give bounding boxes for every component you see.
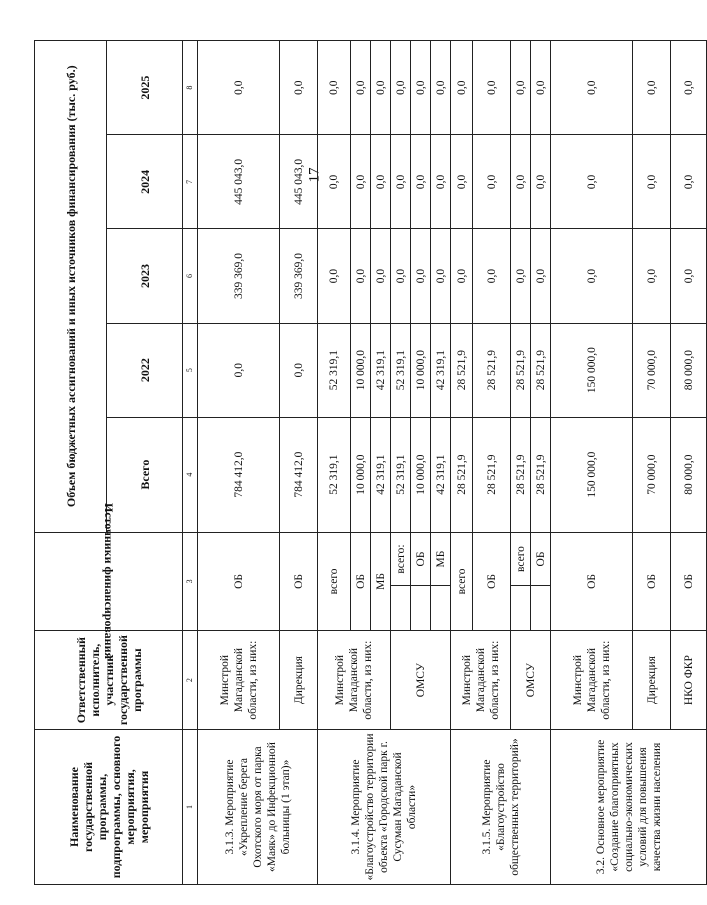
column-number: 5	[183, 323, 198, 417]
value-cell: 0,0	[411, 41, 431, 135]
value-cell: 0,0	[633, 135, 671, 229]
value-cell: 0,0	[511, 229, 531, 323]
value-cell: 28 521,9	[473, 323, 511, 417]
column-number: 1	[183, 730, 198, 885]
header-sources-text: Источники финансирования	[101, 503, 116, 660]
value-cell: 0,0	[371, 229, 391, 323]
value-cell: 10 000,0	[351, 417, 371, 532]
value-cell: 70 000,0	[633, 323, 671, 417]
value-cell: 0,0	[551, 135, 633, 229]
source-cell: МБ	[371, 532, 391, 631]
value-cell: 28 521,9	[511, 417, 531, 532]
value-cell: 0,0	[431, 229, 451, 323]
table-row	[198, 41, 280, 885]
executor-cell: Минстрой Магаданской области, из них:	[318, 631, 391, 730]
value-cell: 52 319,1	[391, 417, 411, 532]
value-cell: 0,0	[371, 41, 391, 135]
value-cell: 42 319,1	[371, 417, 391, 532]
value-cell: 445 043,0	[198, 135, 280, 229]
value-cell: 0,0	[531, 41, 551, 135]
value-cell: 28 521,9	[531, 323, 551, 417]
rotated-page	[34, 40, 695, 885]
executor-cell: НКО ФКР	[671, 631, 707, 730]
value-cell: 80 000,0	[671, 417, 707, 532]
header-executor: Ответственный исполнитель, участник государственной программы	[35, 631, 183, 730]
header-2023: 2023	[107, 229, 183, 323]
table-row	[318, 41, 351, 885]
value-cell: 0,0	[411, 135, 431, 229]
value-cell: 0,0	[511, 41, 531, 135]
source-cell: ОБ	[671, 532, 707, 631]
value-cell: 0,0	[431, 41, 451, 135]
value-cell: 0,0	[280, 41, 318, 135]
source-cell: МБ	[431, 532, 451, 586]
value-cell: 0,0	[391, 41, 411, 135]
value-cell: 0,0	[198, 323, 280, 417]
value-cell: 10 000,0	[351, 323, 371, 417]
column-number: 3	[183, 532, 198, 631]
value-cell: 10 000,0	[411, 323, 431, 417]
header-2022: 2022	[107, 323, 183, 417]
value-cell: 0,0	[671, 135, 707, 229]
value-cell: 10 000,0	[411, 417, 431, 532]
source-cell: всего:	[391, 532, 411, 586]
value-cell: 70 000,0	[633, 417, 671, 532]
header-name: Наименование государственной программы, подпрограммы, основного мероприятия, мероприятия	[35, 730, 183, 885]
executor-cell: ОМСУ	[511, 631, 551, 730]
value-cell: 0,0	[633, 229, 671, 323]
value-cell: 28 521,9	[473, 417, 511, 532]
value-cell: 0,0	[551, 41, 633, 135]
value-cell: 0,0	[671, 229, 707, 323]
value-cell: 0,0	[351, 229, 371, 323]
header-2024: 2024	[107, 135, 183, 229]
executor-cell: Дирекция	[633, 631, 671, 730]
source-cell: ОБ	[351, 532, 371, 631]
value-cell: 445 043,0	[280, 135, 318, 229]
value-cell: 42 319,1	[431, 417, 451, 532]
budget-table-container	[34, 40, 695, 885]
value-cell: 339 369,0	[198, 229, 280, 323]
source-cell: ОБ	[473, 532, 511, 631]
value-cell: 0,0	[473, 229, 511, 323]
source-cell: всего	[318, 532, 351, 631]
column-number: 7	[183, 135, 198, 229]
item-32: 3.2. Основное мероприятие «Создание благоприятных социально-экономических условий для повышения качества жизни населения	[551, 730, 707, 885]
value-cell: 0,0	[633, 41, 671, 135]
header-volume: Объем бюджетных ассигнований и иных источников финансирования (тыс. руб.)	[35, 41, 107, 533]
value-cell: 52 319,1	[391, 323, 411, 417]
value-cell: 28 521,9	[511, 323, 531, 417]
value-cell: 42 319,1	[431, 323, 451, 417]
value-cell: 784 412,0	[198, 417, 280, 532]
value-cell: 0,0	[671, 41, 707, 135]
value-cell: 0,0	[198, 41, 280, 135]
value-cell: 0,0	[451, 135, 473, 229]
value-cell: 0,0	[431, 135, 451, 229]
value-cell: 0,0	[551, 229, 633, 323]
budget-table	[34, 40, 707, 885]
header-sources	[35, 503, 183, 660]
header-2025: 2025	[107, 41, 183, 135]
source-cell: ОБ	[551, 532, 633, 631]
column-numbers-row	[183, 41, 198, 885]
value-cell: 28 521,9	[531, 417, 551, 532]
value-cell: 0,0	[391, 135, 411, 229]
value-cell: 52 319,1	[318, 323, 351, 417]
source-cell: ОБ	[411, 532, 431, 586]
value-cell: 0,0	[318, 135, 351, 229]
column-number: 2	[183, 631, 198, 730]
value-cell: 0,0	[351, 135, 371, 229]
source-cell: всего	[451, 532, 473, 631]
source-cell: ОБ	[531, 532, 551, 586]
source-cell: ОБ	[280, 532, 318, 631]
value-cell: 0,0	[473, 135, 511, 229]
executor-cell: Минстрой Магаданской области, из них:	[198, 631, 280, 730]
value-cell: 0,0	[451, 229, 473, 323]
table-row	[551, 41, 633, 885]
column-number: 8	[183, 41, 198, 135]
header-row	[35, 41, 107, 885]
value-cell: 0,0	[371, 135, 391, 229]
value-cell: 80 000,0	[671, 323, 707, 417]
page-number-text: 17	[306, 167, 323, 183]
value-cell: 0,0	[318, 229, 351, 323]
table-row	[451, 41, 473, 885]
value-cell: 0,0	[318, 41, 351, 135]
column-number: 6	[183, 229, 198, 323]
value-cell: 150 000,0	[551, 323, 633, 417]
source-cell: ОБ	[633, 532, 671, 631]
value-cell: 0,0	[391, 229, 411, 323]
value-cell: 0,0	[411, 229, 431, 323]
value-cell: 150 000,0	[551, 417, 633, 532]
value-cell: 339 369,0	[280, 229, 318, 323]
value-cell: 0,0	[473, 41, 511, 135]
value-cell: 28 521,9	[451, 323, 473, 417]
source-cell: всего	[511, 532, 531, 586]
header-total: Всего	[107, 417, 183, 532]
item-314: 3.1.4. Мероприятие «Благоустройство территории объекта «Городской парк г. Сусуман Магаданской области»	[318, 730, 451, 885]
source-cell: ОБ	[198, 532, 280, 631]
item-315: 3.1.5. Мероприятие «Благоустройство общественных территорий»	[451, 730, 551, 885]
executor-cell: Дирекция	[280, 631, 318, 730]
value-cell: 0,0	[451, 41, 473, 135]
value-cell: 0,0	[531, 229, 551, 323]
value-cell: 0,0	[351, 41, 371, 135]
value-cell: 42 319,1	[371, 323, 391, 417]
value-cell: 28 521,9	[451, 417, 473, 532]
executor-cell: Минстрой Магаданской области, из них:	[451, 631, 511, 730]
value-cell: 0,0	[531, 135, 551, 229]
item-313: 3.1.3. Мероприятие «Укрепление берега Охотского моря от парка «Маяк» до Инфекционной больницы (1 этап)»	[198, 730, 318, 885]
column-number: 4	[183, 417, 198, 532]
value-cell: 52 319,1	[318, 417, 351, 532]
value-cell: 784 412,0	[280, 417, 318, 532]
value-cell: 0,0	[511, 135, 531, 229]
executor-cell: Минстрой Магаданской области, из них:	[551, 631, 633, 730]
value-cell: 0,0	[280, 323, 318, 417]
executor-cell: ОМСУ	[391, 631, 451, 730]
